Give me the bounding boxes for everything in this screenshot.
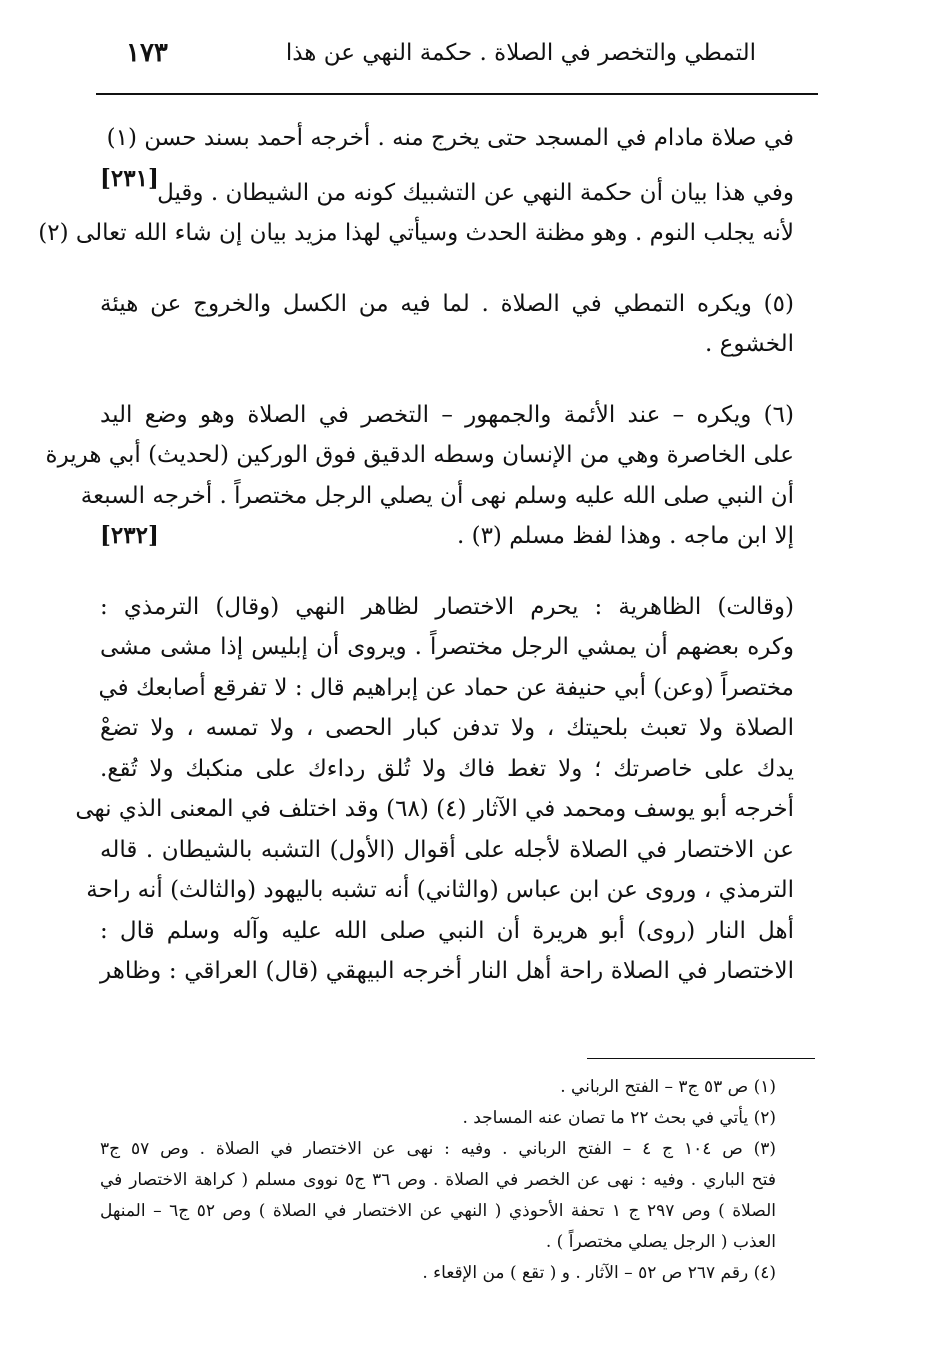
- body-text: [38, 118, 794, 992]
- text-line: الخشوع .: [705, 331, 794, 357]
- footnote-1: (١) ص ٥٣ ج٣ – الفتح الرباني .: [560, 1077, 776, 1097]
- paragraph-2: [38, 173, 794, 254]
- page-number: ١٧٣: [126, 38, 168, 68]
- footnote-4: (٤) رقم ٢٦٧ ص ٥٢ – الآثار . و ( تقع ) من الإقعاء .: [422, 1263, 776, 1283]
- footnote-2: (٢) يأتي في بحث ٢٢ ما تصان عنه المساجد .: [462, 1108, 776, 1128]
- text-line-content: في صلاة مادام في المسجد حتى يخرج منه . أخرجه أحمد بسند حسن (١): [106, 125, 794, 151]
- text-line: الترمذي ، وروى عن ابن عباس (والثاني) أنه تشبه باليهود (والثالث) أنه راحة: [86, 877, 794, 903]
- text-line: على الخاصرة وهي من الإنسان وسطه الدقيق فوق الوركين (لحديث) أبي هريرة: [45, 442, 794, 468]
- text-line: وكره بعضهم أن يمشي الرجل مختصراً . ويروى أن إبليس إذا مشى مشى: [100, 634, 794, 660]
- text-line: الصلاة ولا تعبث بلحيتك ، ولا تدفن كبار الحصى ، ولا تمسه ، ولا تضعْ: [100, 715, 794, 741]
- text-line: [100, 516, 794, 557]
- footnotes: [100, 1072, 776, 1289]
- hadith-number: [٢٣٢]: [100, 522, 159, 549]
- text-line: الاختصار في الصلاة راحة أهل النار أخرجه البيهقي (قال) العراقي : وظاهر: [100, 958, 794, 984]
- paragraph-gap: [100, 254, 794, 284]
- text-line: لأنه يجلب النوم . وهو مظنة الحدث وسيأتي لهذا مزيد بيان إن شاء الله تعالى (٢): [38, 220, 794, 246]
- footnote-3-continued: العذب ( الرجل يصلي مختصراً ) .: [545, 1232, 776, 1252]
- footnote-rule: [587, 1058, 815, 1059]
- text-line: (٦) ويكره – عند الأئمة والجمهور – التخصر في الصلاة وهو وضع اليد: [100, 401, 794, 428]
- footnote-3: (٣) ص ١٠٤ ج ٤ – الفتح الرباني . وفيه : نهى عن الاختصار في الصلاة . وص ٥٧ ج٣: [100, 1139, 777, 1159]
- running-head: التمطي والتخصر في الصلاة . حكمة النهي عن هذا: [285, 40, 756, 66]
- paragraph-1: [100, 118, 794, 192]
- text-line-content: إلا ابن ماجه . وهذا لفظ مسلم (٣) .: [456, 523, 794, 549]
- paragraph-gap: [100, 557, 794, 587]
- text-line: أن النبي صلى الله عليه وسلم نهى أن يصلي الرجل مختصراً . أخرجه السبعة: [80, 482, 794, 509]
- text-line: أهل النار (روى) أبو هريرة أن النبي صلى الله عليه وآله وسلم قال :: [100, 917, 794, 944]
- hadith-number: [٢٣١]: [100, 164, 159, 192]
- text-line: مختصراً (وعن) أبي حنيفة عن حماد عن إبراهيم قال : لا تفرقع أصابعك في: [98, 674, 794, 701]
- text-line: (٥) ويكره التمطي في الصلاة . لما فيه من الكسل والخروج عن هيئة: [100, 290, 794, 317]
- paragraph-3: [100, 284, 794, 365]
- text-line: وفي هذا بيان أن حكمة النهي عن التشبيك كونه من الشيطان . وقيل: [157, 179, 794, 206]
- paragraph-4: [45, 395, 794, 557]
- footnote-3-continued: فتح الباري . وفيه : نهى عن الخصر في الصلاة . وص ٣٦ ج٥ نووى مسلم ( كراهة الاختصار في: [100, 1170, 776, 1190]
- paragraph-gap: [100, 159, 794, 173]
- header-rule: [96, 93, 818, 95]
- paragraph-gap: [100, 365, 794, 395]
- text-line: يدك على خاصرتك ؛ ولا تغط فاك ولا تُلق رداءك على منكبك ولا تُقع.: [100, 755, 794, 782]
- text-line: أخرجه أبو يوسف ومحمد في الآثار (٤) (٦٨) وقد اختلف في المعنى الذي نهى: [75, 796, 794, 822]
- text-line: عن الاختصار في الصلاة لأجله على أقوال (الأول) التشبه بالشيطان . قاله: [100, 836, 794, 863]
- page-header: [96, 36, 816, 82]
- paragraph-5: [75, 587, 794, 992]
- footnote-3-continued: الصلاة ) وص ٢٩٧ ج ١ تحفة الأحوذي ( النهي عن الاختصار في الصلاة ) وص ٥٢ ج٦ – المنهل: [100, 1201, 776, 1221]
- text-line: [100, 118, 794, 192]
- text-line: (وقالت) الظاهرية : يحرم الاختصار لظاهر النهي (وقال) الترمذي :: [100, 593, 794, 620]
